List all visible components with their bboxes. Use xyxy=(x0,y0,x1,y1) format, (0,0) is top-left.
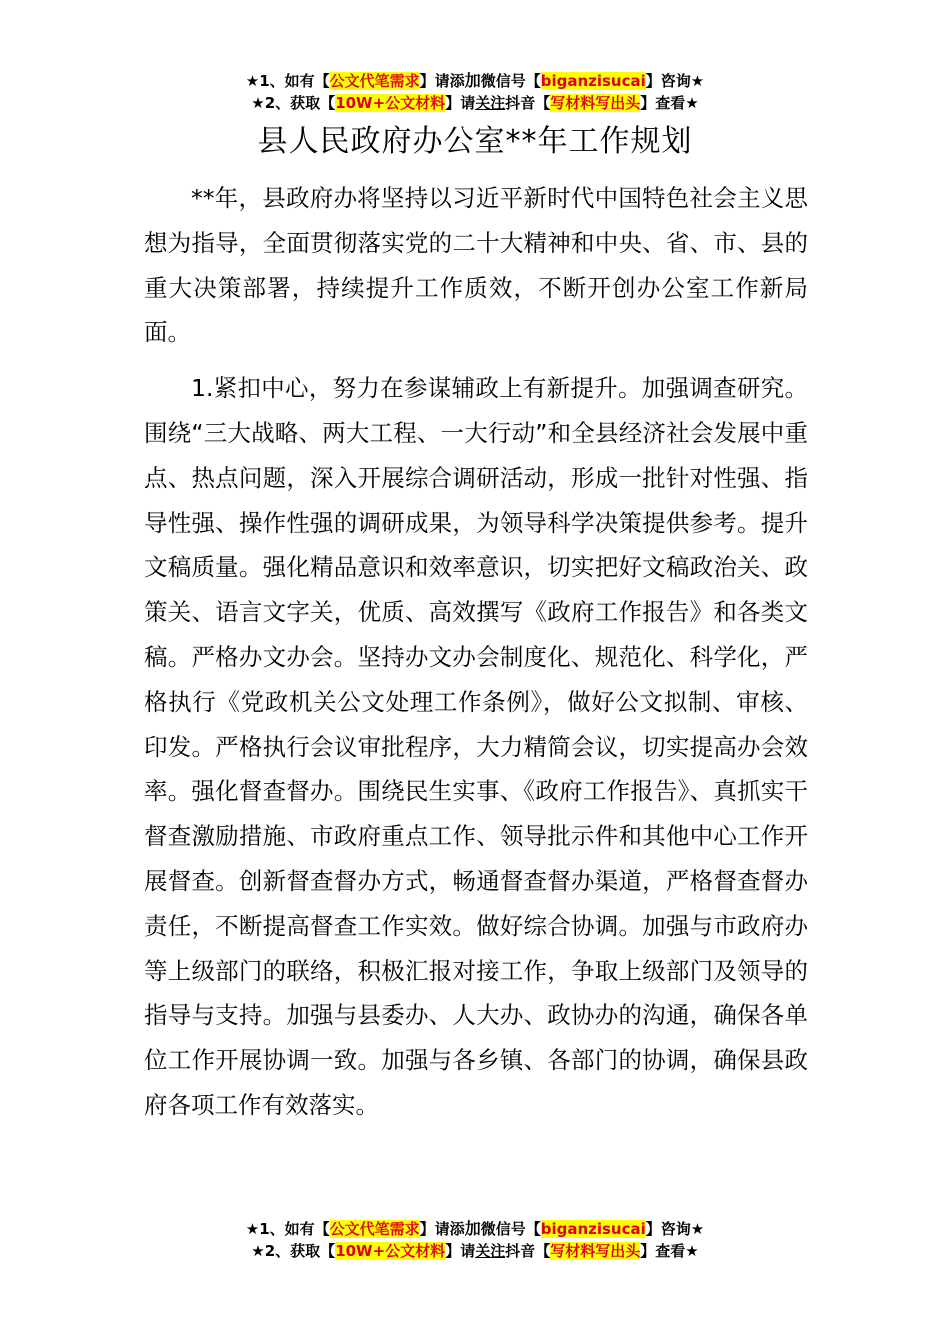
service-highlight: 公文代笔需求 xyxy=(329,1220,420,1238)
document-body xyxy=(144,176,808,1128)
promo-line-2: ★2、获取【10W+公文材料】请关注抖音【写材料写出头】查看★ xyxy=(251,1242,699,1260)
douyin-account-highlight: 写材料写出头 xyxy=(550,1242,641,1260)
promo-banner-bottom xyxy=(0,1218,950,1262)
document-title: 县人民政府办公室**年工作规划 xyxy=(257,124,693,159)
douyin-account-highlight: 写材料写出头 xyxy=(550,94,641,112)
materials-highlight: 10W+公文材料 xyxy=(335,1242,446,1260)
service-highlight: 公文代笔需求 xyxy=(329,72,420,90)
wechat-id-highlight: biganzisucai xyxy=(540,1220,646,1238)
promo-line-1: ★1、如有【公文代笔需求】请添加微信号【biganzisucai】咨询★ xyxy=(245,1219,705,1238)
body-paragraph: 1.紧扣中心，努力在参谋辅政上有新提升。加强调查研究。围绕“三大战略、两大工程、一大行动”和全县经济社会发展中重点、热点问题，深入开展综合调研活动，形成一批针对性强、指导性强、操作性强的调研成果，为领导科学决策提供参考。提升文稿质量。强化精品意识和效率意识，切实把好文稿政治关、政策关、语言文字关，优质、高效撰写《政府工作报告》和各类文稿。严格办文办会。坚持办文办会制度化、规范化、科学化，严格执行《党政机关公文处理工作条例》，做好公文拟制、审核、印发。严格执行会议审批程序，大力精简会议，切实提高办会效率。强化督查督办。围绕民生实事、《政府工作报告》、真抓实干督查激励措施、市政府重点工作、领导批示件和其他中心工作开展督查。创新督查督办方式，畅通督查督办渠道，严格督查督办责任，不断提高督查工作实效。做好综合协调。加强与市政府办等上级部门的联络，积极汇报对接工作，争取上级部门及领导的指导与支持。加强与县委办、人大办、政协办的沟通，确保各单位工作开展协调一致。加强与各乡镇、各部门的协调，确保县政府各项工作有效落实。 xyxy=(144,374,808,1119)
body-paragraph: **年，县政府办将坚持以习近平新时代中国特色社会主义思想为指导，全面贯彻落实党的二十大精神和中央、省、市、县的重大决策部署，持续提升工作质效，不断开创办公室工作新局面。 xyxy=(144,184,808,347)
promo-line-2: ★2、获取【10W+公文材料】请关注抖音【写材料写出头】查看★ xyxy=(251,94,699,112)
wechat-id-highlight: biganzisucai xyxy=(540,72,646,90)
promo-banner-top xyxy=(0,70,950,114)
materials-highlight: 10W+公文材料 xyxy=(335,94,446,112)
promo-line-1: ★1、如有【公文代笔需求】请添加微信号【biganzisucai】咨询★ xyxy=(245,71,705,90)
